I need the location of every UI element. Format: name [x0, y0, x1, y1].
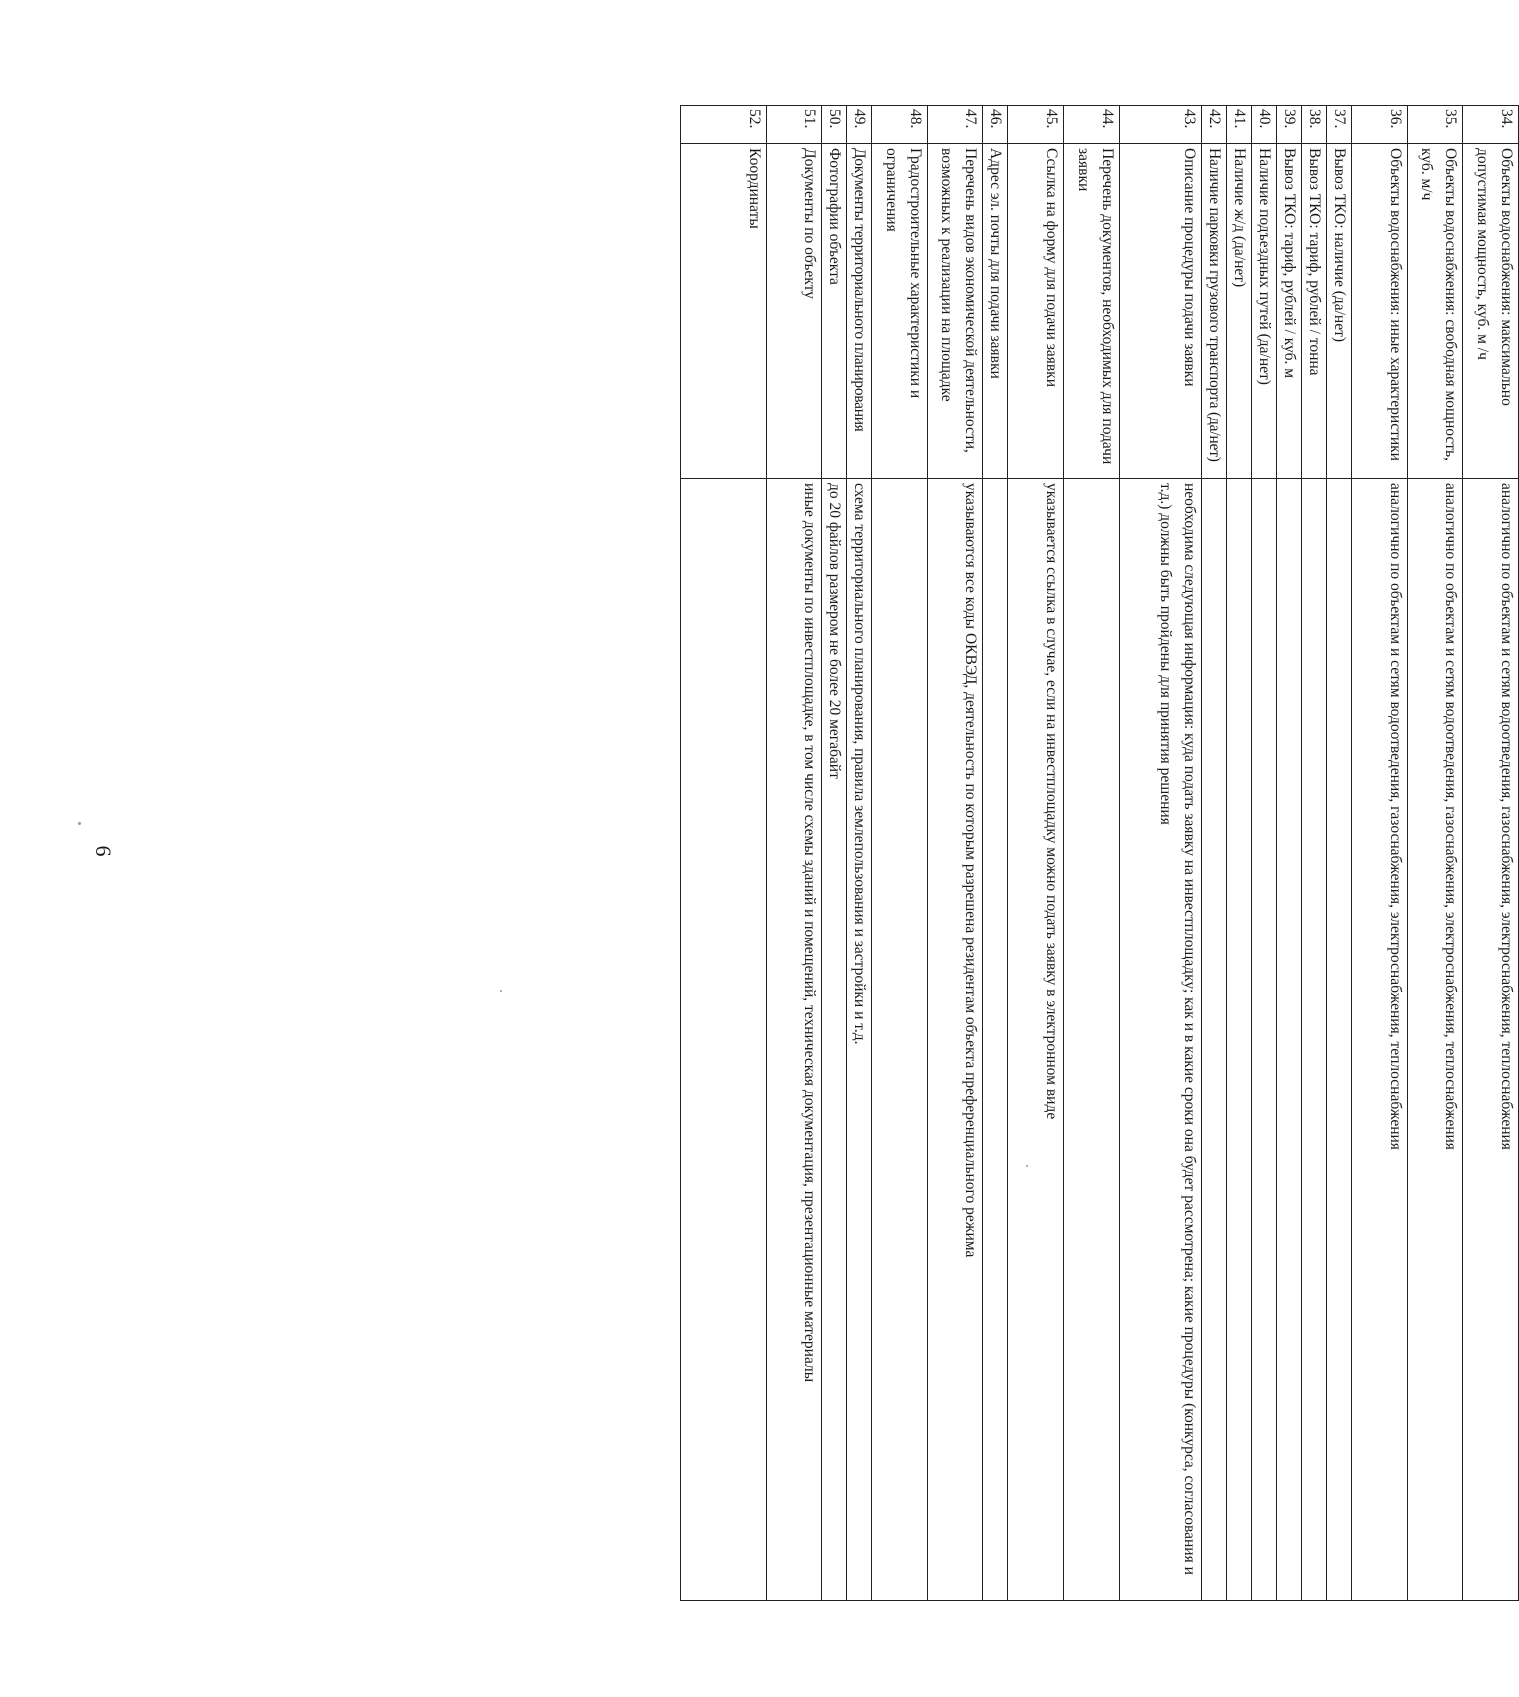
parameter-name: Документы по объекту [766, 144, 821, 479]
scan-speck [500, 990, 502, 992]
table-row [821, 106, 846, 1601]
parameter-description: указываются все коды ОКВЭД, деятельность по которым разрешена резидентам объекта преференциального режима [927, 479, 982, 1601]
row-number: 40. [1251, 106, 1276, 144]
parameter-description: указывается ссылка в случае, если на инвестплощадку можно подать заявку в электронном виде [1007, 479, 1063, 1601]
parameter-description: необходима следующая информация: куда подать заявку на инвестплощадку; как и в какие сроки она будет рассмотрена; какие процедуры (конкурса, согласования и т.д.) должны быть пройдены для принятия решения [1119, 479, 1201, 1601]
parameter-description [681, 479, 767, 1601]
row-number: 48. [871, 106, 927, 144]
parameter-name: Документы территориального планирования [846, 144, 871, 479]
rotated-page-content [680, 105, 1519, 1600]
parameter-description: аналогично по объектам и сетям водоотведения, газоснабжения, электроснабжения, теплоснабжения [1463, 479, 1519, 1601]
row-number: 45. [1007, 106, 1063, 144]
parameter-description [982, 479, 1007, 1601]
parameter-name: Объекты водоснабжения: свободная мощность, куб. м/ч [1408, 144, 1463, 479]
table-row [927, 106, 982, 1601]
table-row [1226, 106, 1251, 1601]
row-number: 43. [1119, 106, 1201, 144]
table-row [766, 106, 821, 1601]
table-row [1201, 106, 1226, 1601]
page-number: 6 [91, 845, 116, 857]
parameters-table [680, 105, 1519, 1601]
parameter-description: схема территориального планирования, правила землепользования и застройки и т.д. [846, 479, 871, 1601]
table-row [1276, 106, 1301, 1601]
row-number: 51. [766, 106, 821, 144]
table-row [871, 106, 927, 1601]
parameter-name: Наличие парковки грузового транспорта (да/нет) [1201, 144, 1226, 479]
table-row [1301, 106, 1326, 1601]
parameter-description [1301, 479, 1326, 1601]
table-row [1352, 106, 1408, 1601]
table-row [1251, 106, 1276, 1601]
parameter-name: Объекты водоснабжения: максимально допустимая мощность, куб. м /ч [1463, 144, 1519, 479]
parameter-name: Перечень документов, необходимых для подачи заявки [1063, 144, 1119, 479]
row-number: 52. [681, 106, 767, 144]
row-number: 34. [1463, 106, 1519, 144]
parameter-description: до 20 файлов размером не более 20 мегабайт [821, 479, 846, 1601]
parameter-description: аналогично по объектам и сетям водоотведения, газоснабжения, электроснабжения, теплоснабжения [1352, 479, 1408, 1601]
parameter-description [1251, 479, 1276, 1601]
row-number: 49. [846, 106, 871, 144]
parameter-name: Градостроительные характеристики и ограничения [871, 144, 927, 479]
parameter-name: Фотографии объекта [821, 144, 846, 479]
parameter-name: Координаты [681, 144, 767, 479]
row-number: 41. [1226, 106, 1251, 144]
parameter-name: Описание процедуры подачи заявки [1119, 144, 1201, 479]
parameter-description [871, 479, 927, 1601]
row-number: 44. [1063, 106, 1119, 144]
row-number: 38. [1301, 106, 1326, 144]
parameter-description: аналогично по объектам и сетям водоотведения, газоснабжения, электроснабжения, теплоснабжения [1408, 479, 1463, 1601]
parameter-description [1226, 479, 1251, 1601]
parameter-name: Вывоз ТКО: наличие (да/нет) [1326, 144, 1351, 479]
row-number: 35. [1408, 106, 1463, 144]
row-number: 39. [1276, 106, 1301, 144]
row-number: 42. [1201, 106, 1226, 144]
parameter-description [1326, 479, 1351, 1601]
row-number: 37. [1326, 106, 1351, 144]
table-row [982, 106, 1007, 1601]
parameter-name: Ссылка на форму для подачи заявки [1007, 144, 1063, 479]
table-row [1463, 106, 1519, 1601]
table-row [1326, 106, 1351, 1601]
parameter-name: Вывоз ТКО: тариф, рублей / куб. м [1276, 144, 1301, 479]
parameter-name: Перечень видов экономической деятельности, возможных к реализации на площадке [927, 144, 982, 479]
parameter-name: Объекты водоснабжения: иные характеристики [1352, 144, 1408, 479]
table-row [1119, 106, 1201, 1601]
parameter-name: Вывоз ТКО: тариф, рублей / тонна [1301, 144, 1326, 479]
row-number: 47. [927, 106, 982, 144]
scan-speck [78, 822, 81, 825]
parameter-description [1201, 479, 1226, 1601]
table-row [1408, 106, 1463, 1601]
table-row [846, 106, 871, 1601]
parameter-description [1276, 479, 1301, 1601]
row-number: 50. [821, 106, 846, 144]
table-row [1007, 106, 1063, 1601]
parameter-name: Наличие подъездных путей (да/нет) [1251, 144, 1276, 479]
table-row [681, 106, 767, 1601]
parameter-description: иные документы по инвестплощадке, в том числе схемы зданий и помещений, техническая документация, презентационные материалы [766, 479, 821, 1601]
row-number: 46. [982, 106, 1007, 144]
table-row [1063, 106, 1119, 1601]
parameter-name: Адрес эл. почты для подачи заявки [982, 144, 1007, 479]
parameter-description [1063, 479, 1119, 1601]
parameter-name: Наличие ж/д (да/нет) [1226, 144, 1251, 479]
row-number: 36. [1352, 106, 1408, 144]
